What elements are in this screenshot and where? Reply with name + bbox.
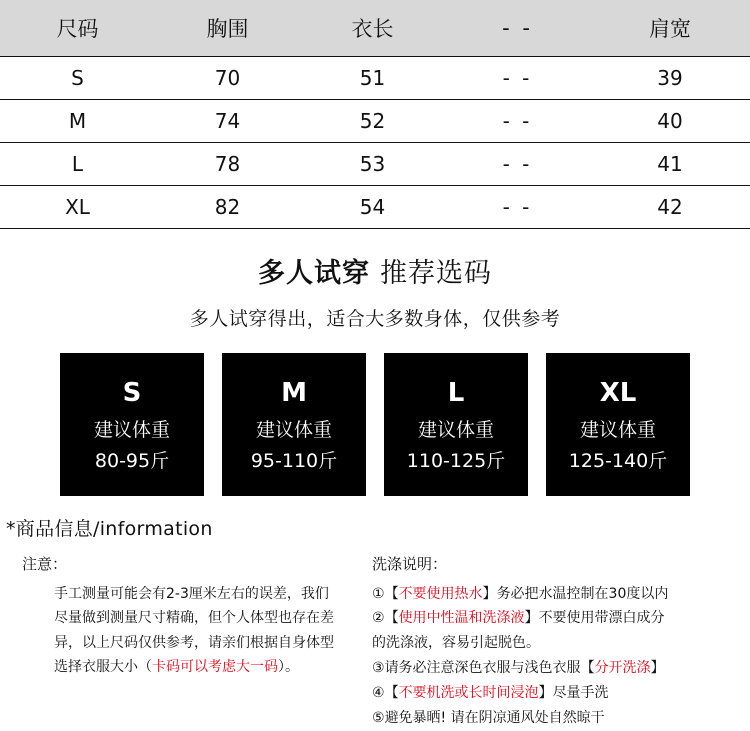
wash-item-1-highlight: 不要使用热水 bbox=[398, 585, 483, 602]
shoulder-cell: 41 bbox=[590, 142, 750, 185]
size-cell: S bbox=[0, 56, 155, 99]
wash-item-4 bbox=[372, 681, 748, 706]
size-cell: M bbox=[0, 99, 155, 142]
blank-cell: - - bbox=[445, 56, 590, 99]
wash-item-1-num: ① bbox=[372, 585, 385, 602]
size-cell: L bbox=[0, 142, 155, 185]
table-row bbox=[0, 99, 750, 142]
size-table-header-cell: 肩宽 bbox=[590, 0, 750, 56]
wash-instruction-list bbox=[372, 582, 748, 731]
wash-item-4-num: ④ bbox=[372, 685, 385, 702]
wash-item-2-num: ② bbox=[372, 610, 385, 627]
wash-item-2-bracket-close: 】 bbox=[524, 610, 539, 627]
wash-item-5-text: 避免暴晒! 请在阴凉通风处自然晾干 bbox=[384, 710, 605, 727]
size-table-header-cell: - - bbox=[445, 0, 590, 56]
product-info-title: *商品信息/information bbox=[6, 517, 213, 540]
wash-item-5 bbox=[372, 706, 748, 731]
shoulder-cell: 40 bbox=[590, 99, 750, 142]
wash-item-4-bracket-open: 【 bbox=[384, 685, 399, 702]
notice-line-4 bbox=[54, 655, 372, 680]
blank-cell: - - bbox=[445, 99, 590, 142]
wash-item-2-cont: 的洗涤液，容易引起脱色。 bbox=[372, 635, 540, 652]
wash-item-3-bracket-close: 】 bbox=[650, 660, 665, 677]
notice-line-1: 手工测量可能会有2-3厘米左右的误差，我们 bbox=[54, 585, 329, 602]
length-cell: 54 bbox=[300, 185, 445, 228]
size-card-m bbox=[222, 353, 366, 496]
shoulder-cell: 39 bbox=[590, 56, 750, 99]
info-columns bbox=[0, 553, 750, 731]
size-card-s bbox=[60, 353, 204, 496]
card-weight-value: 80-95斤 bbox=[94, 449, 170, 472]
notice-title: 注意： bbox=[22, 554, 68, 573]
length-cell: 51 bbox=[300, 56, 445, 99]
wash-item-5-num: ⑤ bbox=[372, 710, 385, 727]
size-table-header-cell: 胸围 bbox=[155, 0, 300, 56]
wash-item-3-num: ③ bbox=[372, 660, 385, 677]
shoulder-cell: 42 bbox=[590, 185, 750, 228]
card-size-label: S bbox=[122, 377, 142, 408]
notice-line-2: 尽量做到测量尺寸精确，但个人体型也存在差 bbox=[54, 610, 334, 626]
notice-line-4-suffix: ）。 bbox=[278, 659, 299, 675]
card-weight-value: 110-125斤 bbox=[406, 449, 506, 472]
size-table-head bbox=[0, 0, 750, 56]
notice-body bbox=[22, 582, 372, 680]
wash-item-4-bracket-close: 】 bbox=[538, 685, 553, 702]
card-weight-label: 建议体重 bbox=[93, 419, 170, 441]
notice-line-4-prefix: 选择衣服大小（ bbox=[54, 659, 152, 675]
wash-item-3-highlight: 分开洗涤 bbox=[594, 660, 651, 677]
blank-cell: - - bbox=[445, 142, 590, 185]
wash-title: 洗涤说明： bbox=[372, 554, 448, 573]
size-cell: XL bbox=[0, 185, 155, 228]
wash-item-2-text: 不要使用带漂白成分 bbox=[538, 610, 665, 627]
size-table-header-row bbox=[0, 0, 750, 56]
wash-item-2 bbox=[372, 606, 748, 631]
bust-cell: 74 bbox=[155, 99, 300, 142]
card-weight-value: 95-110斤 bbox=[250, 449, 338, 472]
card-weight-label: 建议体重 bbox=[579, 419, 656, 441]
size-card-l bbox=[384, 353, 528, 496]
page-title bbox=[0, 251, 750, 290]
size-card-xl bbox=[546, 353, 690, 496]
wash-item-4-text: 尽量手洗 bbox=[552, 685, 609, 702]
bust-cell: 70 bbox=[155, 56, 300, 99]
card-weight-label: 建议体重 bbox=[417, 419, 494, 441]
size-table-header-cell: 衣长 bbox=[300, 0, 445, 56]
wash-item-3 bbox=[372, 656, 748, 681]
card-size-label: XL bbox=[599, 377, 637, 408]
wash-block bbox=[372, 553, 748, 731]
wash-item-2-bracket-open: 【 bbox=[384, 610, 399, 627]
size-table-body bbox=[0, 56, 750, 228]
wash-item-1 bbox=[372, 582, 748, 607]
notice-block bbox=[22, 553, 372, 731]
size-recommendation-cards bbox=[0, 353, 750, 496]
card-size-label: L bbox=[447, 377, 465, 408]
card-weight-value: 125-140斤 bbox=[568, 449, 668, 472]
wash-item-2-highlight: 使用中性温和洗涤液 bbox=[398, 610, 525, 627]
wash-item-1-bracket-open: 【 bbox=[384, 585, 399, 602]
headline-main: 多人试穿 bbox=[258, 257, 370, 289]
size-table-header-cell: 尺码 bbox=[0, 0, 155, 56]
table-row bbox=[0, 142, 750, 185]
headline-secondary: 推荐选码 bbox=[380, 257, 492, 289]
table-row bbox=[0, 56, 750, 99]
blank-cell: - - bbox=[445, 185, 590, 228]
wash-item-1-text: 务必把水温控制在30度以内 bbox=[496, 585, 669, 602]
notice-line-4-highlight: 卡码可以考虑大一码 bbox=[152, 659, 278, 675]
recommendation-heading-block bbox=[0, 251, 750, 331]
length-cell: 52 bbox=[300, 99, 445, 142]
card-weight-label: 建议体重 bbox=[255, 419, 332, 441]
wash-item-1-bracket-close: 】 bbox=[482, 585, 497, 602]
notice-line-3: 异，以上尺码仅供参考，请亲们根据自身体型 bbox=[54, 634, 334, 651]
bust-cell: 82 bbox=[155, 185, 300, 228]
bust-cell: 78 bbox=[155, 142, 300, 185]
wash-item-3-text-before: 请务必注意深色衣服与浅色衣服【 bbox=[384, 660, 595, 677]
table-row bbox=[0, 185, 750, 228]
headline-subtitle: 多人试穿得出，适合大多数身体，仅供参考 bbox=[189, 307, 561, 330]
wash-item-4-highlight: 不要机洗或长时间浸泡 bbox=[398, 685, 539, 702]
card-size-label: M bbox=[281, 377, 307, 408]
size-table bbox=[0, 0, 750, 229]
length-cell: 53 bbox=[300, 142, 445, 185]
